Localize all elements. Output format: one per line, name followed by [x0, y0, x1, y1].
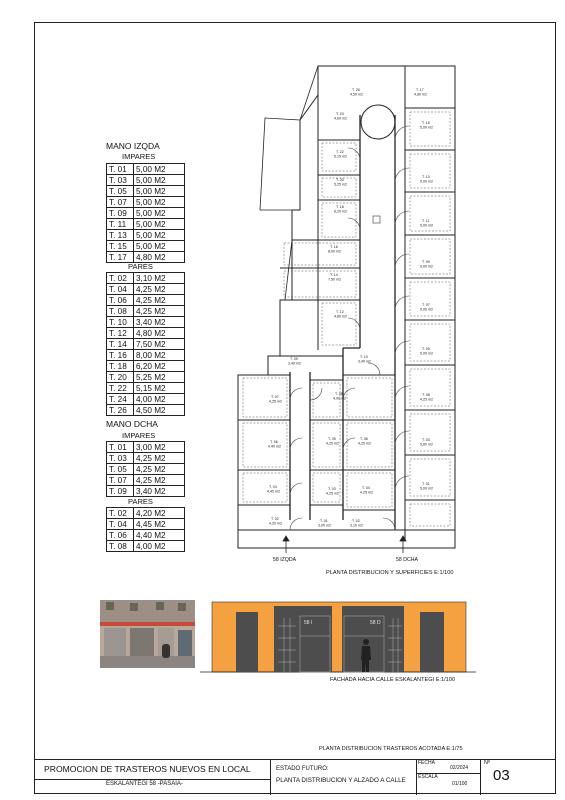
plan-unit-number: T. 14	[330, 273, 338, 277]
unit-area: 7,50 M2	[134, 339, 185, 350]
unit-area: 6,20 M2	[134, 361, 185, 372]
plan-unit-area: 4,80 m2	[414, 92, 427, 97]
plan-unit-area: 4,00 m2	[333, 396, 346, 401]
project-title: PROMOCION DE TRASTEROS NUEVOS EN LOCAL	[44, 764, 251, 774]
unit-id: T. 17	[107, 252, 134, 263]
unit-id: T. 03	[107, 175, 134, 186]
unit-area: 4,00 M2	[134, 394, 185, 405]
escala-value: 01/100	[452, 781, 468, 787]
unit-id: T. 05	[107, 186, 134, 197]
unit-id: T. 14	[107, 339, 134, 350]
plan-unit-number: T. 04	[269, 485, 277, 489]
plan-unit-number: T. 26	[352, 88, 360, 92]
escala-label: ESCALA	[418, 774, 438, 780]
plan-unit-number: T. 02	[352, 519, 360, 523]
plan-unit-area: 5,00 m2	[420, 264, 433, 269]
unit-area: 8,00 M2	[134, 350, 185, 361]
plan-unit-number: T. 01	[422, 482, 430, 486]
unit-area: 5,00 M2	[134, 197, 185, 208]
unit-id: T. 09	[107, 208, 134, 219]
plan-unit-area: 3,40 m2	[288, 361, 301, 366]
plan-unit-area: 4,45 m2	[267, 489, 280, 494]
unit-area: 4,25 M2	[134, 475, 185, 486]
unit-id: T. 04	[107, 284, 134, 295]
facade-number-left: 58 I	[304, 620, 313, 626]
dcha-pares-label: PARES	[128, 497, 153, 506]
plan-unit-number: T. 03	[422, 438, 430, 442]
plan-unit-area: 8,00 m2	[328, 249, 341, 254]
unit-area: 4,00 M2	[134, 541, 185, 552]
plan-unit-area: 5,00 m2	[420, 442, 433, 447]
plan-unit-number: T. 08	[422, 393, 430, 397]
plan-unit-area: 5,00 m2	[420, 307, 433, 312]
unit-id: T. 11	[107, 219, 134, 230]
unit-id: T. 18	[107, 361, 134, 372]
plan-unit-number: T. 09	[422, 260, 430, 264]
izqda-title: MANO IZQDA	[106, 141, 160, 151]
plan-unit-area: 3,00 m2	[318, 523, 331, 528]
plan-unit-area: 5,15 m2	[334, 154, 347, 159]
plan-unit-area: 4,00 m2	[334, 116, 347, 121]
unit-area: 4,40 M2	[134, 530, 185, 541]
plano-title: PLANTA DISTRIBUCION Y ALZADO A CALLE	[276, 777, 406, 784]
entrance-right-label: 58 DCHA	[396, 557, 418, 563]
unit-area: 5,00 M2	[134, 230, 185, 241]
unit-id: T. 06	[107, 295, 134, 306]
plan-unit-number: T. 22	[336, 150, 344, 154]
unit-id: T. 16	[107, 350, 134, 361]
unit-id: T. 07	[107, 475, 134, 486]
unit-area: 4,80 M2	[134, 328, 185, 339]
plan-unit-number: T. 16	[330, 245, 338, 249]
plan-unit-number: T. 10	[360, 355, 368, 359]
unit-id: T. 13	[107, 230, 134, 241]
plan-unit-number: T. 20	[336, 178, 344, 182]
plan-unit-number: T. 04	[362, 486, 370, 490]
plan-unit-number: T. 24	[336, 112, 344, 116]
unit-area: 5,25 M2	[134, 372, 185, 383]
unit-area: 4,50 M2	[134, 405, 185, 416]
plan-unit-number: T. 05	[328, 437, 336, 441]
plan-unit-area: 4,25 m2	[326, 441, 339, 446]
unit-id: T. 04	[107, 519, 134, 530]
unit-area: 4,45 M2	[134, 519, 185, 530]
plan-unit-number: T. 06	[360, 437, 368, 441]
plan-unit-area: 3,40 m2	[358, 359, 371, 364]
plan-unit-area: 4,25 m2	[326, 491, 339, 496]
unit-id: T. 20	[107, 372, 134, 383]
plan-unit-area: 5,00 m2	[420, 223, 433, 228]
unit-id: T. 26	[107, 405, 134, 416]
unit-area: 5,00 M2	[134, 164, 185, 175]
plan-unit-area: 4,50 m2	[350, 92, 363, 97]
project-address: ESKALANTEGI 58 -PASAIA-	[106, 781, 183, 787]
plan-unit-number: T. 02	[271, 517, 279, 521]
plan-caption: PLANTA DISTRIBUCION Y SUPERFICIES E:1/100	[326, 570, 454, 576]
plan-unit-number: T. 13	[422, 175, 430, 179]
unit-area: 3,00 M2	[134, 442, 185, 453]
unit-area: 4,25 M2	[134, 295, 185, 306]
unit-area: 4,25 M2	[134, 464, 185, 475]
unit-area: 4,25 M2	[134, 453, 185, 464]
unit-area: 5,00 M2	[134, 208, 185, 219]
unit-id: T. 10	[107, 317, 134, 328]
plan-unit-area: 3,10 m2	[350, 523, 363, 528]
unit-id: T. 05	[107, 464, 134, 475]
unit-area: 3,10 M2	[134, 273, 185, 284]
acotada-caption: PLANTA DISTRIBUCION TRASTEROS ACOTADA E:1/75	[319, 746, 463, 752]
plan-unit-number: T. 08	[335, 392, 343, 396]
unit-area: 5,00 M2	[134, 241, 185, 252]
estado-label: ESTADO FUTURO:	[276, 766, 329, 772]
dcha-title: MANO DCHA	[106, 419, 158, 429]
facade-caption: FACHADA HACIA CALLE ESKALANTEGI E:1/100	[330, 677, 455, 683]
unit-id: T. 24	[107, 394, 134, 405]
plan-unit-area: 5,25 m2	[334, 182, 347, 187]
unit-id: T. 15	[107, 241, 134, 252]
plan-unit-area: 5,00 m2	[420, 486, 433, 491]
unit-id: T. 03	[107, 453, 134, 464]
plan-unit-area: 5,00 m2	[420, 351, 433, 356]
plan-unit-area: 4,25 m2	[358, 441, 371, 446]
plan-unit-number: T. 15	[422, 121, 430, 125]
unit-id: T. 01	[107, 442, 134, 453]
plan-unit-area: 6,20 m2	[334, 209, 347, 214]
plan-unit-number: T. 07	[271, 395, 279, 399]
unit-area: 3,40 M2	[134, 486, 185, 497]
fecha-label: FECHA	[418, 760, 435, 766]
unit-area: 5,00 M2	[134, 175, 185, 186]
plan-unit-number: T. 01	[320, 519, 328, 523]
plan-unit-number: T. 06	[270, 440, 278, 444]
unit-id: T. 06	[107, 530, 134, 541]
unit-id: T. 08	[107, 541, 134, 552]
plan-unit-area: 4,20 m2	[269, 521, 282, 526]
unit-area: 4,80 M2	[134, 252, 185, 263]
unit-area: 4,20 M2	[134, 508, 185, 519]
plan-unit-number: T. 12	[336, 310, 344, 314]
unit-area: 5,00 M2	[134, 186, 185, 197]
facade-door-1	[236, 612, 258, 672]
plan-unit-number: T. 07	[422, 303, 430, 307]
plan-unit-number: T. 09	[290, 357, 298, 361]
number-label: Nº	[484, 760, 490, 766]
unit-area: 4,25 M2	[134, 306, 185, 317]
plan-unit-number: T. 17	[416, 88, 424, 92]
unit-id: T. 02	[107, 508, 134, 519]
unit-id: T. 12	[107, 328, 134, 339]
fecha-value: 02/2024	[450, 765, 469, 771]
plan-unit-number: T. 18	[336, 205, 344, 209]
plan-unit-area: 4,25 m2	[420, 397, 433, 402]
unit-id: T. 08	[107, 306, 134, 317]
plan-unit-number: T. 05	[422, 347, 430, 351]
plan-unit-area: 7,50 m2	[328, 277, 341, 282]
plan-unit-area: 5,00 m2	[420, 125, 433, 130]
facade-door-4	[420, 612, 444, 672]
unit-area: 5,15 M2	[134, 383, 185, 394]
unit-id: T. 09	[107, 486, 134, 497]
facade-number-right: 58 D	[370, 620, 381, 626]
unit-id: T. 07	[107, 197, 134, 208]
plan-unit-number: T. 03	[328, 487, 336, 491]
unit-area: 4,25 M2	[134, 284, 185, 295]
plan-unit-area: 4,25 m2	[360, 490, 373, 495]
unit-id: T. 01	[107, 164, 134, 175]
izqda-pares-label: PARES	[128, 262, 153, 271]
plan-unit-number: T. 11	[422, 219, 430, 223]
entrance-left-label: 58 IZQDA	[273, 557, 297, 563]
plan-unit-area: 4,25 m2	[269, 399, 282, 404]
plan-unit-area: 5,00 m2	[420, 179, 433, 184]
sheet-number: 03	[493, 767, 510, 784]
unit-area: 3,40 M2	[134, 317, 185, 328]
unit-id: T. 22	[107, 383, 134, 394]
unit-id: T. 02	[107, 273, 134, 284]
unit-area: 5,00 M2	[134, 219, 185, 230]
izqda-impares-label: IMPARES	[122, 152, 156, 161]
plan-unit-area: 4,40 m2	[268, 444, 281, 449]
dcha-impares-label: IMPARES	[122, 431, 156, 440]
plan-unit-area: 4,80 m2	[334, 314, 347, 319]
